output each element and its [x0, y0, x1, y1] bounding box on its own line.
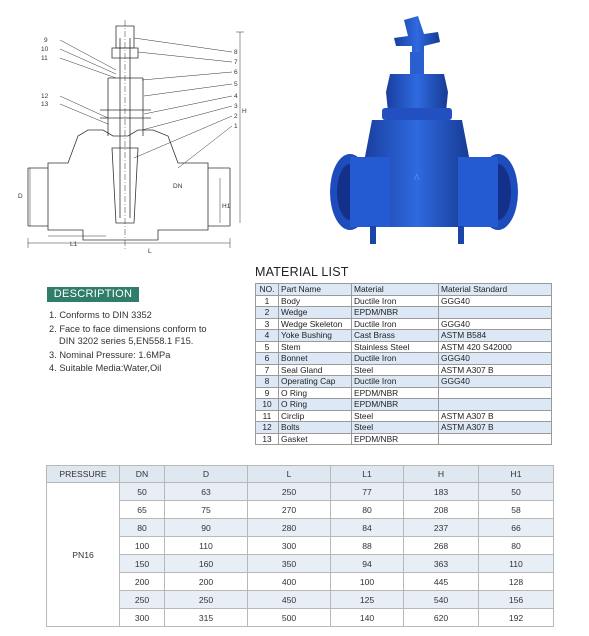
dimensions-cell: 237: [404, 519, 479, 537]
description-heading: DESCRIPTION: [47, 287, 139, 302]
dimensions-cell: 110: [479, 555, 554, 573]
dimensions-header-cell: L1: [331, 466, 404, 483]
material-cell: Stem: [279, 341, 352, 353]
material-cell: GGG40: [439, 295, 552, 307]
description-item: DIN 3202 series 5,EN558.1 F15.: [59, 336, 194, 347]
dimensions-header-cell: L: [248, 466, 331, 483]
dimensions-cell: 450: [248, 591, 331, 609]
material-cell: Ductile Iron: [352, 318, 439, 330]
material-row: [256, 353, 552, 365]
material-cell: Seal Gland: [279, 364, 352, 376]
pressure-cell: PN16: [47, 483, 120, 627]
material-header-cell: Material Standard: [439, 284, 552, 296]
dimensions-cell: 183: [404, 483, 479, 501]
material-row: [256, 399, 552, 411]
material-cell: GGG40: [439, 376, 552, 388]
material-cell: ASTM A307 B: [439, 364, 552, 376]
dimensions-row: [47, 537, 554, 555]
dimensions-row: [47, 501, 554, 519]
dimensions-cell: 250: [120, 591, 165, 609]
description-item: 4. Suitable Media:Water,Oil: [49, 363, 162, 374]
dimensions-cell: 75: [165, 501, 248, 519]
material-cell: EPDM/NBR: [352, 399, 439, 411]
material-cell: Steel: [352, 364, 439, 376]
dimensions-cell: 100: [331, 573, 404, 591]
dimensions-cell: 500: [248, 609, 331, 627]
material-cell: O Ring: [279, 387, 352, 399]
material-row: [256, 341, 552, 353]
callout-11: 11: [41, 55, 48, 62]
dimensions-cell: 110: [165, 537, 248, 555]
dimensions-cell: 280: [248, 519, 331, 537]
dimensions-cell: 445: [404, 573, 479, 591]
dimensions-header-row: [47, 466, 554, 483]
dim-dn: DN: [173, 183, 183, 190]
material-cell: [439, 387, 552, 399]
dim-h: H: [242, 108, 247, 115]
valve-section-drawing: [8, 18, 258, 258]
material-cell: [439, 433, 552, 445]
material-cell: EPDM/NBR: [352, 307, 439, 319]
material-cell: Cast Brass: [352, 330, 439, 342]
material-cell: EPDM/NBR: [352, 387, 439, 399]
dimensions-cell: 150: [120, 555, 165, 573]
dimensions-cell: 250: [165, 591, 248, 609]
material-cell: Yoke Bushing: [279, 330, 352, 342]
material-cell: [439, 307, 552, 319]
callout-1: 1: [234, 123, 238, 130]
dimensions-cell: 268: [404, 537, 479, 555]
dimensions-cell: 156: [479, 591, 554, 609]
material-cell: EPDM/NBR: [352, 433, 439, 445]
material-row: [256, 422, 552, 434]
dimensions-cell: 620: [404, 609, 479, 627]
material-row: [256, 318, 552, 330]
dimensions-cell: 270: [248, 501, 331, 519]
material-row: [256, 295, 552, 307]
svg-text:Λ: Λ: [414, 173, 420, 182]
callout-10: 10: [41, 46, 49, 53]
material-cell: ASTM A307 B: [439, 410, 552, 422]
dimensions-cell: 140: [331, 609, 404, 627]
dimensions-cell: 58: [479, 501, 554, 519]
dimensions-header-cell: H1: [479, 466, 554, 483]
dim-d: D: [18, 193, 23, 200]
material-cell: ASTM B584: [439, 330, 552, 342]
material-cell: Wedge Skeleton: [279, 318, 352, 330]
callout-9: 9: [44, 37, 48, 44]
description-item: 2. Face to face dimensions conform to: [49, 323, 207, 334]
material-table: [255, 283, 552, 445]
dimensions-cell: 66: [479, 519, 554, 537]
dimensions-cell: 63: [165, 483, 248, 501]
material-cell: Gasket: [279, 433, 352, 445]
dimensions-row: [47, 609, 554, 627]
dimensions-row: [47, 555, 554, 573]
callout-7: 7: [234, 59, 238, 66]
material-cell: Operating Cap: [279, 376, 352, 388]
dimensions-cell: 94: [331, 555, 404, 573]
material-cell: ASTM 420 S42000: [439, 341, 552, 353]
material-cell: GGG40: [439, 353, 552, 365]
callout-3: 3: [234, 103, 238, 110]
callout-4: 4: [234, 93, 238, 100]
material-row: [256, 387, 552, 399]
material-cell: 7: [256, 364, 279, 376]
dimensions-cell: 125: [331, 591, 404, 609]
dimensions-cell: 88: [331, 537, 404, 555]
dim-l1: L1: [70, 241, 78, 248]
dimensions-cell: 300: [120, 609, 165, 627]
material-row: [256, 410, 552, 422]
dim-h1: H1: [222, 203, 231, 210]
material-cell: 9: [256, 387, 279, 399]
dimensions-cell: 160: [165, 555, 248, 573]
dimensions-cell: 50: [479, 483, 554, 501]
dimensions-cell: 200: [165, 573, 248, 591]
dimensions-header-cell: DN: [120, 466, 165, 483]
material-cell: 5: [256, 341, 279, 353]
material-cell: 4: [256, 330, 279, 342]
callout-8: 8: [234, 49, 238, 56]
description-list: [49, 309, 249, 375]
dimensions-table: [46, 465, 554, 627]
material-cell: Ductile Iron: [352, 295, 439, 307]
material-cell: 11: [256, 410, 279, 422]
material-cell: ASTM A307 B: [439, 422, 552, 434]
material-header-cell: Part Name: [279, 284, 352, 296]
callout-5: 5: [234, 81, 238, 88]
material-cell: O Ring: [279, 399, 352, 411]
dimensions-row: [47, 573, 554, 591]
material-row: [256, 307, 552, 319]
material-cell: Bolts: [279, 422, 352, 434]
material-cell: Circlip: [279, 410, 352, 422]
dimensions-cell: 90: [165, 519, 248, 537]
dimensions-cell: 80: [331, 501, 404, 519]
material-cell: 8: [256, 376, 279, 388]
dim-l: L: [148, 248, 152, 255]
material-cell: Bonnet: [279, 353, 352, 365]
dimensions-cell: 84: [331, 519, 404, 537]
dimensions-cell: 300: [248, 537, 331, 555]
dimensions-cell: 192: [479, 609, 554, 627]
dimensions-cell: 200: [120, 573, 165, 591]
material-cell: Steel: [352, 422, 439, 434]
material-cell: [439, 399, 552, 411]
material-header-cell: NO.: [256, 284, 279, 296]
material-cell: 1: [256, 295, 279, 307]
material-cell: 13: [256, 433, 279, 445]
dimensions-cell: 80: [479, 537, 554, 555]
callout-6: 6: [234, 69, 238, 76]
dimensions-cell: 50: [120, 483, 165, 501]
material-row: [256, 364, 552, 376]
material-header-cell: Material: [352, 284, 439, 296]
dimensions-cell: 250: [248, 483, 331, 501]
material-header-row: [256, 284, 552, 296]
dimensions-cell: 363: [404, 555, 479, 573]
material-cell: Wedge: [279, 307, 352, 319]
dimensions-cell: 65: [120, 501, 165, 519]
valve-product-image: [320, 12, 530, 252]
dimensions-cell: 350: [248, 555, 331, 573]
description-item: 1. Conforms to DIN 3352: [49, 310, 152, 320]
material-row: [256, 376, 552, 388]
material-cell: 3: [256, 318, 279, 330]
dimensions-cell: 208: [404, 501, 479, 519]
dimensions-row: [47, 519, 554, 537]
dimensions-cell: 128: [479, 573, 554, 591]
dimensions-cell: 315: [165, 609, 248, 627]
dimensions-cell: 540: [404, 591, 479, 609]
material-row: [256, 433, 552, 445]
dimensions-cell: 80: [120, 519, 165, 537]
material-cell: Stainless Steel: [352, 341, 439, 353]
dimensions-header-cell: PRESSURE: [47, 466, 120, 483]
material-cell: 12: [256, 422, 279, 434]
dimensions-header-cell: D: [165, 466, 248, 483]
material-cell: 2: [256, 307, 279, 319]
dimensions-row: [47, 483, 554, 501]
material-cell: Ductile Iron: [352, 353, 439, 365]
dimensions-header-cell: H: [404, 466, 479, 483]
material-list-title: MATERIAL LIST: [255, 265, 349, 279]
material-cell: GGG40: [439, 318, 552, 330]
material-cell: Ductile Iron: [352, 376, 439, 388]
callout-12: 12: [41, 93, 49, 100]
dimensions-cell: 77: [331, 483, 404, 501]
material-cell: Steel: [352, 410, 439, 422]
dimensions-row: [47, 591, 554, 609]
description-item: 3. Nominal Pressure: 1.6MPa: [49, 349, 171, 360]
dimensions-cell: 100: [120, 537, 165, 555]
callout-13: 13: [41, 101, 49, 108]
callout-2: 2: [234, 113, 238, 120]
material-cell: 6: [256, 353, 279, 365]
material-cell: 10: [256, 399, 279, 411]
material-cell: Body: [279, 295, 352, 307]
material-row: [256, 330, 552, 342]
dimensions-cell: 400: [248, 573, 331, 591]
